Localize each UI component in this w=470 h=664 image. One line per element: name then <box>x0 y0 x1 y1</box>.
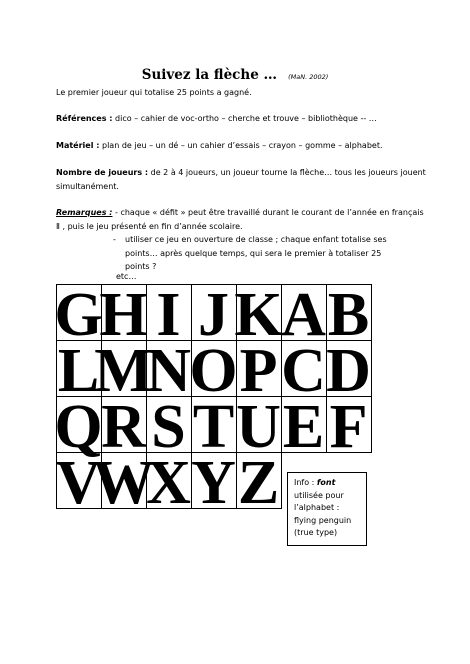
bullet-dash: - <box>113 235 116 244</box>
references-label: Références : <box>56 114 113 123</box>
grid-letter: Z <box>237 449 280 517</box>
grid-letter: G <box>54 281 103 349</box>
grid-letter: C <box>281 337 326 405</box>
grid-letter: P <box>239 337 278 405</box>
grid-letter: B <box>327 281 370 349</box>
references-paragraph <box>56 112 426 126</box>
grid-letter: J <box>198 281 229 349</box>
etc-text: etc… <box>116 272 137 281</box>
grid-letter: W <box>92 449 155 517</box>
remarques-paragraph <box>56 206 426 233</box>
grid-letter: R <box>101 393 146 461</box>
grid-letter: M <box>94 337 153 405</box>
grid-letter: K <box>234 281 283 349</box>
grid-letter: F <box>329 393 368 461</box>
grid-letter: S <box>151 393 186 461</box>
remarques-text: - chaque « défit » peut être travaillé durant le courant de l’année en français Ⅱ , puis le jeu présenté en fin d’année scolaire. <box>56 208 424 231</box>
grid-letter: Q <box>54 393 103 461</box>
joueurs-paragraph <box>56 166 426 193</box>
bullet-item <box>113 233 403 274</box>
grid-letter: L <box>57 337 100 405</box>
page-title <box>0 64 470 83</box>
info-rest: utilisée pour l’alphabet : flying penguin (true type) <box>294 490 352 537</box>
grid-letter: U <box>236 393 281 461</box>
materiel-label: Matériel : <box>56 141 100 150</box>
materiel-text: plan de jeu – un dé – un cahier d’essais – crayon – gomme – alphabet. <box>99 141 383 150</box>
info-font-word: font <box>316 478 336 487</box>
grid-letter: H <box>99 281 148 349</box>
references-text: dico – cahier de voc-ortho – cherche et trouve – bibliothèque -- … <box>112 114 377 123</box>
grid-letter: X <box>146 449 191 517</box>
grid-letter: T <box>192 393 235 461</box>
grid-letter: N <box>146 337 191 405</box>
joueurs-label: Nombre de joueurs : <box>56 168 149 177</box>
materiel-paragraph <box>56 139 426 153</box>
grid-letter: O <box>189 337 238 405</box>
title-source: (MaN. 2002) <box>288 73 329 81</box>
remarques-label: Remarques : <box>56 208 113 217</box>
grid-letter: D <box>326 337 371 405</box>
grid-letter: A <box>281 281 326 349</box>
info-prefix: Info : <box>294 478 317 487</box>
joueurs-text: de 2 à 4 joueurs, un joueur tourne la flèche… tous les joueurs jouent simultanément. <box>56 168 426 191</box>
intro-text: Le premier joueur qui totalise 25 points a gagné. <box>56 88 252 97</box>
grid-letter: Y <box>191 449 236 517</box>
grid-letter: V <box>56 449 101 517</box>
grid-letter: E <box>282 393 325 461</box>
bullet-text: utiliser ce jeu en ouverture de classe ; chaque enfant totalise ses points… après quelque temps, qui sera le premier à totaliser 25 points ? <box>125 235 387 271</box>
grid-letter: I <box>156 281 181 349</box>
title-text: Suivez la flèche … <box>141 67 277 83</box>
info-box <box>287 472 367 546</box>
